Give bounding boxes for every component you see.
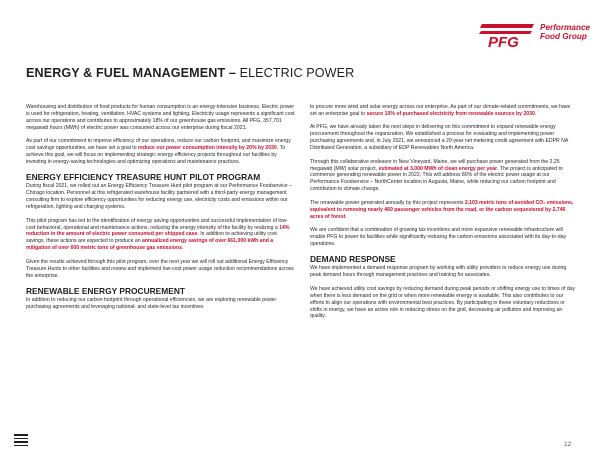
commitment-paragraph: As part of our commitment to improve efficiency of our operations, reduce our carbon footprint, and maximize energy cost savings opportunities, we have set a goal to reduce our power consumption intensity by 20% by 2030. To achieve this goal, we will focus on implementing strategic energy efficiency projects throughout our facilities by investing in energy-saving technologies and optimizing operations and maintenance practices. [26, 138, 291, 165]
power-goal-highlight: reduce our power consumption intensity by 20% by 2030 [138, 145, 277, 152]
demand-savings-paragraph: We have achieved utility cost savings by reducing demand during peak periods or shifting energy use to times of day when there is less demand on the grid or when more renewable energy is available. This also contributes to our efforts to align our operations with environmental best practices. By participating in these voluntary reductions or shifts in energy, we have an active role in reducing stress on the grid, decreasing air pollution and improving air quality. [310, 285, 576, 320]
pfg-logo-wordmark [540, 23, 590, 41]
page-title-bold: ENERGY & FUEL MANAGEMENT – [26, 66, 236, 80]
pfg-logo-mark-icon [476, 20, 538, 50]
menu-icon[interactable] [14, 434, 28, 448]
renewable-goal-highlight: secure 10% of purchased electricity from renewable sources by 2030 [366, 110, 535, 117]
pilot-paragraph: During fiscal 2021, we rolled out an Energy Efficiency Treasure Hunt pilot program at our Performance Foodservice – Chicago location. Personnel at this refrigerated warehouse facility partnered with a third-party energy management consulting firm to explore efficiency opportunities for reducing energy use, electricity costs and emissions within our refrigeration, lighting and charging systems. [26, 183, 292, 211]
rollout-paragraph: Given the results achieved through this pilot program, over the next year we will roll out additional Energy Efficiency Treasure Hunts to other facilities and review and implement low-cost power usage reduction recommendations across the enterprise. [26, 258, 294, 279]
logo-line-1: Performance [540, 23, 591, 32]
pfg-logo-mark-text: PFG [488, 34, 519, 50]
reduction-highlight: 14% reduction in the amount of electric power consumed per shipped case [26, 224, 290, 238]
logo-line-2: Food Group [540, 32, 587, 41]
confidence-paragraph: We are confident that a combination of growing tax incentives and more expansive renewable infrastructure will enable PFG to power its facilities while significantly reducing the carbon emissions associated with its day-to-day operations. [310, 227, 567, 247]
pilot-results-paragraph: This pilot program has led to the identification of energy saving opportunities and successful implementation of low-cost behavioral, operational and maintenance actions, reducing the energy intensity of the facility by realizing a 14% reduction in the amount of electric power consumed per shipped case. In addition to achieving utility cost savings, these actions are expected to produce an annualized energy savings of over 661,000 kWh and a mitigation of over 600 metric tons of greenhouse gas emissions. [26, 217, 290, 252]
solar-project-paragraph: Through this collaborative endeavor in New Vineyard, Maine, we will purchase power generated from the 2.25 megawatt (MW) solar project, estimated at 3,000 MWh of clean energy per year. The project is anticipated to commence generating renewable power in 2022. This will address 80% of the electric power usage at our Performance Foodservice – NorthCenter location in Augusta, Maine, while reducing our carbon footprint and contribution to climate change. [310, 158, 563, 193]
demand-program-paragraph: We have implemented a demand response program by working with utility providers to reduce energy use during peak demand hours through management practices and training for associates. [310, 265, 567, 279]
page-title [26, 66, 354, 80]
page-number: 12 [564, 441, 572, 448]
renewable-procurement-heading: RENEWABLE ENERGY PROCUREMENT [26, 286, 185, 297]
clean-energy-highlight: estimated at 3,000 MWh of clean energy per year [378, 165, 498, 172]
agreement-paragraph: At PFG, we have already taken the next steps in delivering on this commitment to expand renewable energy procurement throughout the organization. We established a process for evaluating and implementing power purchasing agreements and, in July 2021, we announced a 20-year net metering credit agreement with EDPR NA Distributed Generation, a subsidiary of EDP Renewables North America. [310, 124, 569, 152]
emissions-paragraph: The renewable power generated annually by this project represents 2,103 metric tons of avoided CO₂ emissions, equivalent to removing nearly 460 passenger vehicles from the road, or the carbon sequestered by 2,746 acres of forest. [310, 199, 574, 220]
savings-highlight: annualized energy savings of over 661,000 kWh and a mitigation of over 600 metric tons of greenhouse gas emissions [26, 238, 274, 252]
renewable-paragraph: In addition to reducing our carbon footprint through operational efficiencies, we are exploring renewable power purchasing agreements and leveraging national- and state-level tax incentives [26, 297, 277, 310]
demand-response-heading: DEMAND RESPONSE [310, 254, 396, 265]
renewable-goal-paragraph: to procure more wind and solar energy across our enterprise. As part of our climate-related commitments, we have set an enterprise goal to secure 10% of purchased electricity from renewable sources by 2030. [310, 104, 571, 117]
pfg-logo [476, 20, 592, 50]
right-column [310, 104, 578, 327]
page-title-regular: ELECTRIC POWER [235, 66, 355, 80]
pilot-program-heading: ENERGY EFFICIENCY TREASURE HUNT PILOT PROGRAM [26, 172, 261, 183]
intro-paragraph: Warehousing and distribution of food products for human consumption is an energy-intensive business. Electric power is used for refrigeration, heating, ventilation, HVAC systems and lighting. Electricity usage represents a significant cost across our operations and contributes to approximately 18% of our greenhouse gas emissions. All PFG, 357,701 megawatt hours (MWh) of electric power was consumed across our enterprise during fiscal 2021. [26, 104, 295, 131]
emissions-highlight: 2,103 metric tons of avoided CO₂ emissions, equivalent to removing nearly 460 passenger vehicles from the road, or the carbon sequestered by 2,746 acres of forest [310, 199, 574, 220]
left-column [26, 104, 296, 318]
